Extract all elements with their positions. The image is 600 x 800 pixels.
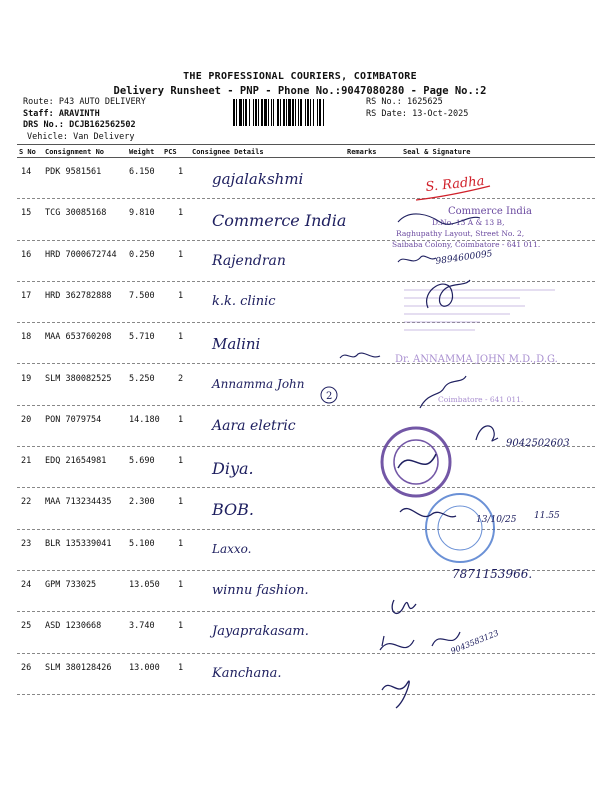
cell-consignee-handwritten: Rajendran [212, 252, 286, 269]
cell-pcs: 1 [178, 621, 184, 632]
cell-consignee-handwritten: Jayaprakasam. [212, 624, 309, 640]
cell-sno: 23 [21, 538, 32, 549]
cell-weight: 13.050 [129, 580, 160, 590]
cell-consignment: PDK 9581561 [45, 167, 102, 177]
signature-row-16 [398, 256, 436, 262]
cell-weight: 5.100 [129, 538, 155, 549]
cell-sno: 14 [21, 167, 32, 177]
cell-consignee-handwritten: Commerce India [212, 211, 347, 231]
cell-consignee-handwritten: Laxxo. [212, 541, 252, 556]
signature-row-20 [476, 426, 498, 441]
cell-pcs: 1 [178, 456, 184, 467]
date-row-22: 13/10/25 [476, 515, 517, 525]
cell-weight: 5.690 [129, 456, 155, 467]
cell-consignment: SLM 380128426 [45, 662, 112, 673]
cell-weight: 0.250 [129, 249, 155, 260]
cell-weight: 13.000 [129, 662, 160, 673]
cell-sno: 20 [21, 414, 32, 425]
cell-consignee-handwritten: Malini [212, 335, 261, 354]
cell-weight: 14.180 [129, 414, 160, 425]
blue-stamp-inner [438, 506, 482, 550]
drs-value: DCJB162562502 [69, 120, 136, 130]
cell-sno: 18 [21, 332, 32, 343]
cell-pcs: 1 [178, 662, 184, 673]
cell-pcs: 1 [178, 332, 184, 343]
cell-sno: 17 [21, 290, 32, 301]
col-header-remarks: Remarks [347, 148, 377, 156]
cell-pcs: 1 [178, 167, 184, 177]
cell-consignment: BLR 135339041 [45, 538, 112, 549]
cell-weight: 7.500 [129, 290, 155, 301]
cell-sno: 21 [21, 456, 32, 467]
signature-row-21 [398, 454, 436, 468]
cell-consignee-handwritten: k.k. clinic [212, 293, 276, 309]
cell-pcs: 1 [178, 249, 184, 260]
route-line: Route: P43 AUTO DELIVERY [23, 97, 146, 107]
doctor-stamp-row-19 [395, 354, 558, 404]
phone-row-23: 7871153966. [452, 567, 533, 581]
cell-weight: 3.740 [129, 621, 155, 632]
cell-consignee-handwritten: BOB. [212, 500, 255, 520]
cell-consignment: HRD 7000672744 [45, 249, 117, 260]
col-header-seal: Seal & Signature [403, 148, 471, 156]
cell-consignee-handwritten: winnu fashion. [212, 583, 309, 598]
drs-line: DRS No.: DCJB162562502 [23, 120, 136, 130]
signature-row-18 [340, 353, 380, 358]
cell-pcs: 1 [178, 580, 184, 590]
rs-no-value: 1625625 [406, 97, 443, 107]
runsheet-title: Delivery Runsheet - PNP - Phone No.:9047080280 - Page No.:2 [113, 85, 487, 97]
cell-sno: 26 [21, 662, 32, 673]
cell-weight: 9.810 [129, 208, 155, 219]
staff-value: ARAVINTH [58, 108, 100, 119]
stamp-line: D.No. 13 A & 13 B, [432, 218, 505, 227]
col-header-consignee: Consignee Details [192, 148, 264, 156]
cell-sno: 16 [21, 249, 32, 260]
cell-weight: 5.250 [129, 373, 155, 384]
cell-consignee-handwritten: Annamma John [212, 376, 305, 391]
cell-sno: 22 [21, 497, 32, 508]
signature-row-24 [392, 600, 416, 613]
cell-pcs: 1 [178, 414, 184, 425]
signature-row-25 [380, 636, 414, 650]
faded-stamp-row-17 [404, 290, 555, 330]
time-row-22: 11.55 [534, 511, 560, 521]
cell-weight: 6.150 [129, 167, 155, 177]
rs-date-line: RS Date: 13-Oct-2025 [366, 108, 469, 119]
stamp-address: Coimbatore - 641 011. [438, 395, 524, 404]
staff-line: Staff: ARAVINTH [23, 108, 100, 119]
phone-row-20: 9042502603 [506, 438, 570, 449]
col-header-weight: Weight [129, 148, 155, 156]
cell-weight: 2.300 [129, 497, 155, 508]
stamp-line: Saibaba Colony, Coimbatore - 641 011. [392, 240, 541, 249]
cell-consignee-handwritten: Kanchana. [212, 665, 282, 681]
stamp-name: Dr. ANNAMMA JOHN M.D.,D.G. [395, 354, 558, 365]
stamp-line: Raghupathy Layout, Street No. 2, [396, 229, 525, 238]
rs-date-value: 13-Oct-2025 [412, 108, 469, 119]
vehicle-line: Vehicle: Van Delivery [27, 131, 135, 142]
cell-consignee-handwritten: Diya. [212, 459, 254, 479]
commerce-india-stamp [392, 206, 540, 249]
cell-weight: 5.710 [129, 332, 155, 343]
phone-row-16: 9894600095 [435, 249, 494, 267]
cell-consignment: HRD 362782888 [45, 290, 112, 301]
col-header-pcs: PCS [164, 148, 177, 156]
cell-consignment: MAA 713234435 [45, 497, 112, 508]
cell-sno: 24 [21, 580, 32, 590]
cell-consignment: PON 7079754 [45, 414, 102, 425]
col-header-sno: S No [19, 148, 36, 156]
cell-consignment: ASD 1230668 [45, 621, 102, 632]
stamp-title: Commerce India [448, 206, 532, 217]
cell-consignment: EDQ 21654981 [45, 456, 107, 467]
route-value: P43 AUTO DELIVERY [58, 97, 146, 107]
vehicle-value: Van Delivery [73, 131, 135, 142]
signature-row-14: S. Radha [424, 173, 486, 195]
cell-pcs: 1 [178, 538, 184, 549]
cell-sno: 19 [21, 373, 32, 384]
cell-pcs: 2 [178, 373, 184, 384]
cell-consignee-handwritten: gajalakshmi [212, 170, 304, 188]
company-name: THE PROFESSIONAL COURIERS, COIMBATORE [183, 71, 417, 82]
cell-consignment: GPM 733025 [45, 580, 97, 590]
blue-stamp-row-22 [426, 494, 494, 562]
rs-no-line: RS No.: 1625625 [366, 97, 443, 107]
cell-consignment: SLM 380082525 [45, 373, 112, 384]
col-header-consignment: Consignment No [45, 148, 105, 156]
cell-sno: 25 [21, 621, 32, 632]
signature-row-26 [382, 681, 409, 708]
signature-row-17 [427, 280, 470, 308]
cell-consignment: MAA 653760208 [45, 332, 112, 343]
cell-pcs: 1 [178, 208, 184, 219]
cell-sno: 15 [21, 208, 32, 219]
phone-row-25: 9043583123 [449, 628, 500, 656]
cell-pcs: 1 [178, 290, 184, 301]
cell-pcs: 1 [178, 497, 184, 508]
cell-consignee-handwritten: Aara eletric [212, 417, 296, 434]
remark-row-19: 2 [326, 391, 333, 402]
cell-consignment: TCG 30085168 [45, 208, 107, 219]
